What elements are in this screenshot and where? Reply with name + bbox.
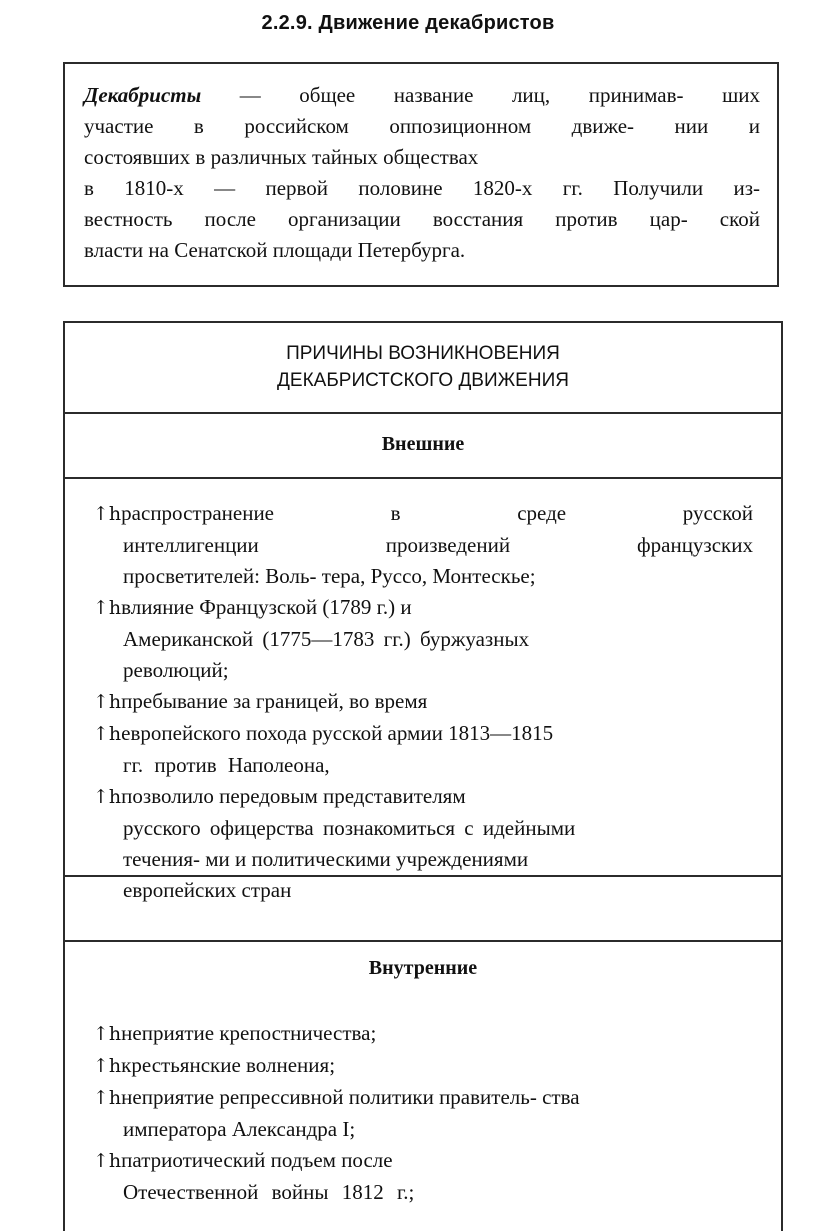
list-item-first-line <box>93 1145 753 1177</box>
list-item-continuation: просветителей: Воль- тера, Руссо, Монтескье; <box>123 564 536 588</box>
list-item-text: неприятие репрессивной политики правитель- ства <box>121 1085 580 1109</box>
definition-line-6: власти на Сенатской площади Петербурга. <box>84 238 466 262</box>
table-divider-title <box>63 412 783 414</box>
list-item-continuation: русского офицерства познакомиться с идейными <box>123 816 576 840</box>
external-causes-heading: Внешние <box>381 433 465 455</box>
definition-line-1 <box>84 80 760 111</box>
list-item-first-line <box>93 1050 753 1082</box>
definition-term: Декабристы <box>84 83 202 107</box>
list-item-text: крестьянские волнения; <box>121 1053 336 1077</box>
list-item-continuation: Американской (1775—1783 гг.) буржуазных <box>123 627 530 651</box>
list-item <box>93 1050 753 1082</box>
list-item <box>93 1145 753 1208</box>
arrow-up-icon: ↑h <box>93 1150 122 1172</box>
table-title <box>65 340 781 394</box>
list-item-first-line <box>93 592 753 624</box>
table-title-line-1: ПРИЧИНЫ ВОЗНИКНОВЕНИЯ <box>286 343 560 364</box>
table-divider-internal-head <box>63 940 783 942</box>
arrow-up-icon: ↑h <box>93 1055 122 1077</box>
table-title-line-2: ДЕКАБРИСТСКОГО ДВИЖЕНИЯ <box>277 370 569 391</box>
list-item-continuation: императора Александра I; <box>123 1117 356 1141</box>
definition-line-4: в 1810-х — первой половине 1820-х гг. Получили из- <box>84 176 760 200</box>
list-item-continuation: европейских стран <box>123 878 292 902</box>
arrow-up-icon: ↑h <box>93 786 122 808</box>
list-item-text: неприятие крепостничества; <box>121 1021 377 1045</box>
list-item <box>93 781 753 906</box>
definition-text <box>84 80 760 266</box>
definition-line-3: состоявших в различных тайных обществах <box>84 145 479 169</box>
definition-line-5: вестность после организации восстания против цар- ской <box>84 207 760 231</box>
arrow-up-icon: ↑h <box>93 1087 122 1109</box>
definition-line-2: участие в российском оппозиционном движе- нии и <box>84 114 760 138</box>
definition-line-1-text: — общее название лиц, принимав- ших <box>201 83 760 107</box>
list-item-text: пребывание за границей, во время <box>121 689 428 713</box>
list-item-first-line <box>93 1018 753 1050</box>
table-border-right <box>781 321 783 1231</box>
table-border-left <box>63 321 65 1231</box>
list-item <box>93 686 753 718</box>
list-item-continuation: революций; <box>123 658 229 682</box>
list-item <box>93 718 753 781</box>
arrow-up-icon: ↑h <box>93 503 122 525</box>
list-item-continuation: гг. против Наполеона, <box>123 753 330 777</box>
arrow-up-icon: ↑h <box>93 597 122 619</box>
list-item <box>93 1018 753 1050</box>
arrow-up-icon: ↑h <box>93 723 122 745</box>
list-item-first-line <box>93 1082 753 1114</box>
list-item-text: позволило передовым представителям <box>121 784 466 808</box>
list-item-continuation: Отечественной войны 1812 г.; <box>123 1180 415 1204</box>
list-item-continuation: интеллигенции произведений французских <box>123 533 753 557</box>
external-causes-list <box>93 498 753 906</box>
list-item <box>93 1082 753 1145</box>
list-item-first-line <box>93 498 753 530</box>
list-item-continuation: течения- ми и политическими учреждениями <box>123 847 529 871</box>
arrow-up-icon: ↑h <box>93 691 122 713</box>
list-item-text: патриотический подъем после <box>121 1148 393 1172</box>
list-item <box>93 592 753 686</box>
internal-causes-list <box>93 1018 753 1208</box>
list-item-first-line <box>93 718 753 750</box>
list-item-first-line <box>93 686 753 718</box>
list-item-first-line <box>93 781 753 813</box>
list-item <box>93 498 753 592</box>
page-heading: 2.2.9. Движение декабристов <box>261 12 555 34</box>
table-border-top <box>63 321 783 323</box>
list-item-text: распространение в среде русской <box>121 501 753 525</box>
list-item-text: европейского похода русской армии 1813—1815 <box>121 721 554 745</box>
list-item-text: влияние Французской (1789 г.) и <box>121 595 412 619</box>
internal-causes-heading: Внутренние <box>368 957 478 979</box>
table-divider-external-head <box>63 477 783 479</box>
arrow-up-icon: ↑h <box>93 1023 122 1045</box>
